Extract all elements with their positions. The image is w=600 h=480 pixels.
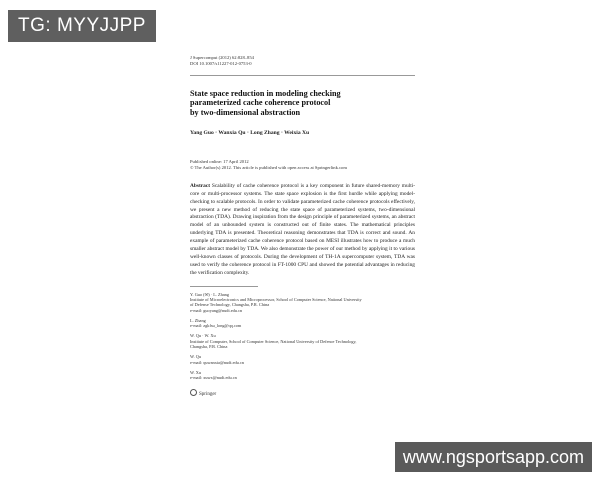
affiliation-names: W. Qu xyxy=(190,354,202,360)
affiliation-email: e-mail: guoyang@nudt.edu.cn xyxy=(190,307,243,313)
copyright-notice: © The Author(s) 2012. This article is published with open access at Springerlink.com xyxy=(190,165,347,171)
abstract-label: Abstract xyxy=(190,182,211,189)
abstract-text: Scalability of cache coherence protocol is a key component in future shared-memory multi-core or multi-processor systems. The state space explosion is the first hurdle while applying model-checking to scalable protocols. In order to validate parameterized cache coherence protocols effectively, we present a new method of reducing the state space of parameterized systems, two-dimensional abstraction (TDA). Drawing inspiration from the design principle of parameterized systems, an abstract model of an unbounded system is constructed out of finite states. The mathematical principles underlying TDA is presented. Theoretical reasoning demonstrates that TDA is correct and sound. An example of parameterized cache coherence protocol based on MESI illustrates how to produce a much smaller abstract model by TDA. We also demonstrate the power of our method by applying it to various well-known classes of protocols. During the development of TH-1A supercomputer system, TDA was used to verify the coherence protocol in FT-1000 CPU and showed the potential advantages in reducing the verification complexity. xyxy=(190,182,415,276)
affiliation-block xyxy=(190,370,415,381)
affiliation-names: W. Qu · W. Xu xyxy=(190,333,216,339)
affiliation-block xyxy=(190,318,415,329)
affiliation-block xyxy=(190,354,415,365)
affiliation-block xyxy=(190,333,415,349)
publisher-mark xyxy=(190,389,415,398)
affiliation-email: e-mail: zgkfsu_long@qq.com xyxy=(190,323,242,329)
affiliation-names: W. Xu xyxy=(190,369,202,375)
journal-doi: DOI 10.1007/s11227-012-0753-0 xyxy=(190,61,252,66)
watermark: www.ngsportsapp.com xyxy=(395,442,592,472)
affiliation-email: e-mail: quwanxia@nudt.edu.cn xyxy=(190,359,244,365)
publication-info xyxy=(190,159,415,171)
footnote-rule xyxy=(190,286,258,287)
affiliation-names: Y. Guo (✉) · L. Zhang xyxy=(190,291,229,297)
title-line: parameterized cache coherence protocol xyxy=(190,98,331,108)
paper-first-page xyxy=(190,55,415,398)
published-date: Published online: 17 April 2012 xyxy=(190,159,249,165)
title-line: State space reduction in modeling checking xyxy=(190,89,341,98)
affiliation-institution: of Defense Technology, Changsha, P.R. China xyxy=(190,302,270,308)
affiliation-block xyxy=(190,292,415,313)
abstract xyxy=(190,183,415,278)
publisher-name: Springer xyxy=(199,391,217,397)
affiliation-institution: Institute of Computer, School of Computer Science, National University of Defence Technology, xyxy=(190,338,357,344)
tag-badge: TG: MYYJJPP xyxy=(8,10,156,42)
springer-horse-icon xyxy=(190,389,197,396)
affiliation-email: e-mail: xuwx@nudt.edu.cn xyxy=(190,375,237,381)
author-list: Yang Guo · Wanxia Qu · Long Zhang · Weixia Xu xyxy=(190,130,310,137)
affiliation-institution: Institute of Microelectronics and Microprocessor, School of Computer Science, National University xyxy=(190,296,362,302)
journal-citation: J Supercomput (2012) 62:828–854 xyxy=(190,55,254,60)
affiliation-names: L. Zhang xyxy=(190,317,206,323)
affiliation-institution: Changsha, P.R. China xyxy=(190,344,228,350)
title-line: by two-dimensional abstraction xyxy=(190,107,301,117)
paper-title xyxy=(190,89,415,117)
